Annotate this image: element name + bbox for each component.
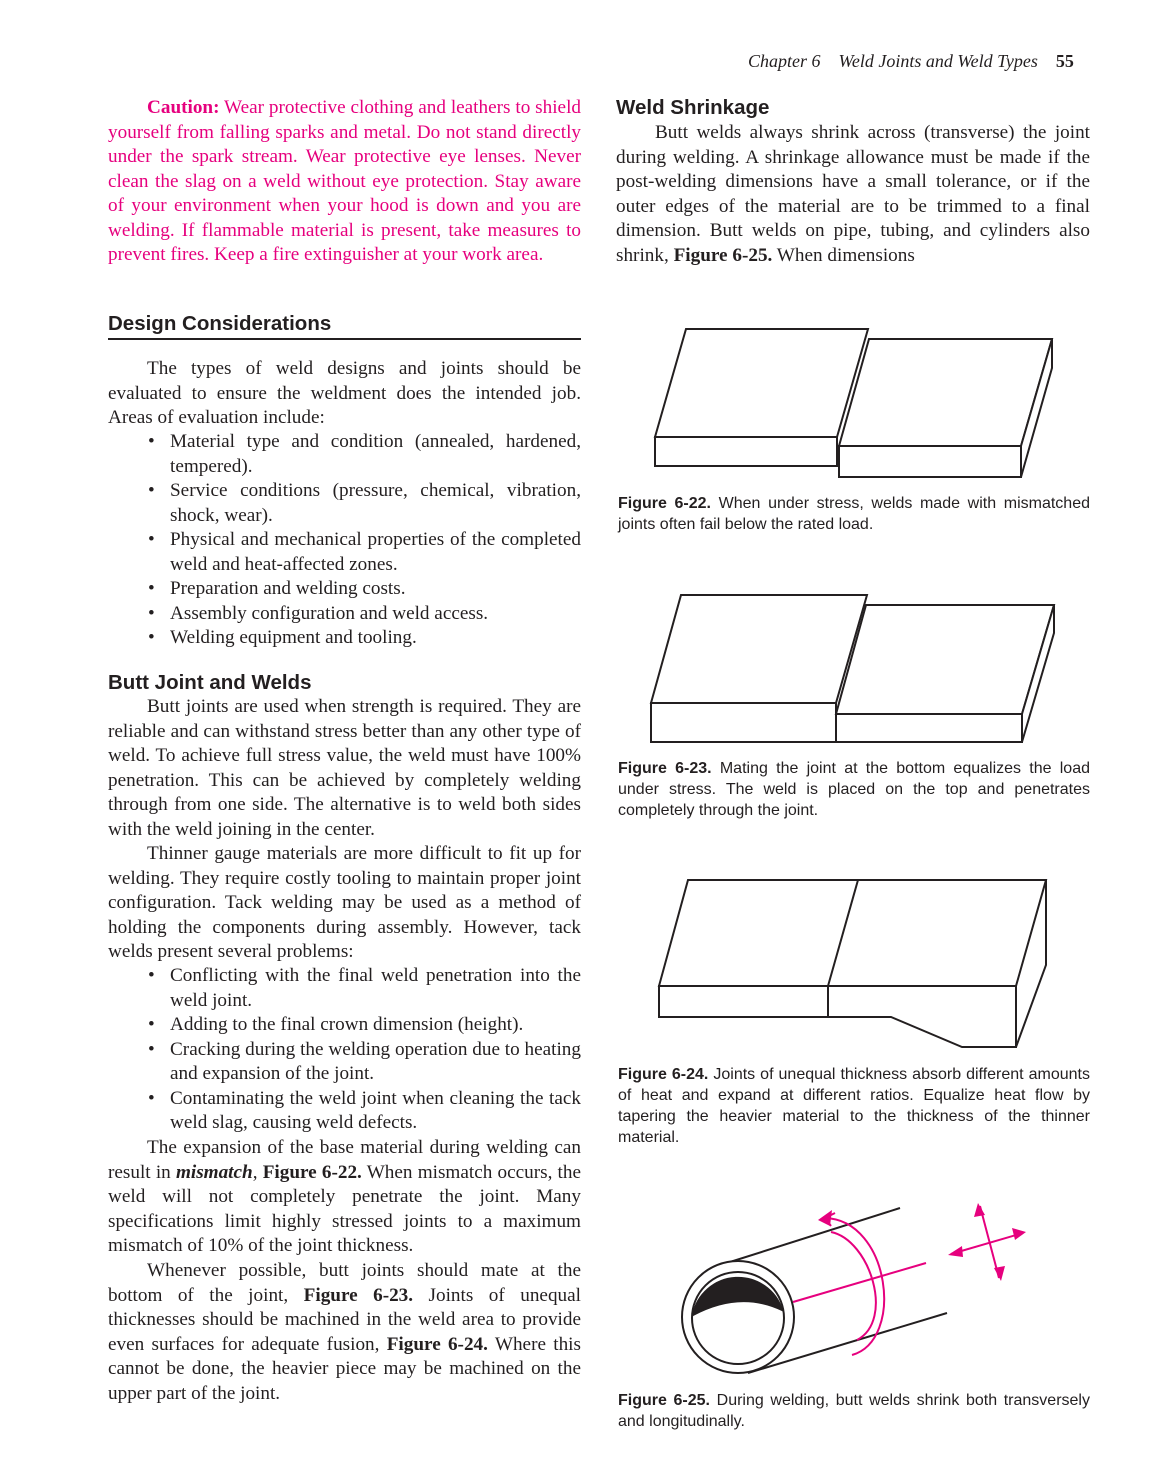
figure-6-22-drawing bbox=[655, 329, 1052, 477]
text: When mismatch occurs, the weld will not completely penetrate the joint. Many specifications limit highly stressed joints to a maximum mismatch of 10% of the joint thickness. bbox=[108, 1161, 581, 1256]
text: The expansion of the base material during welding can result in bbox=[108, 1137, 581, 1183]
emphasis: mismatch bbox=[175, 1161, 253, 1183]
figure-6-23-caption bbox=[618, 758, 1090, 821]
caption-text: When under stress, welds made with mismatched joints often fail below the rated load. bbox=[618, 495, 1090, 533]
figure-reference: Figure 6-22. bbox=[262, 1161, 362, 1183]
figure-label: Figure 6-23. bbox=[618, 760, 712, 777]
figure-label: Figure 6-25. bbox=[618, 1392, 710, 1409]
chapter-label: Chapter 6 bbox=[748, 51, 821, 71]
design-intro: The types of weld designs and joints should be evaluated to ensure the weldment does the intended job. Areas of evaluation include: bbox=[108, 358, 581, 428]
list-item: • Cracking during the welding operation due to heating and expansion of the joint. bbox=[108, 1038, 581, 1087]
text: Whenever possible, butt joints should mate at the bottom of the joint, bbox=[108, 1260, 581, 1306]
list-item: • Adding to the final crown dimension (height). bbox=[108, 1013, 581, 1038]
figure-6-25-caption bbox=[618, 1390, 1090, 1432]
list-item: • Material type and condition (annealed, hardened, tempered). bbox=[108, 430, 581, 479]
text: , bbox=[252, 1161, 263, 1183]
butt-paragraph-2: Thinner gauge materials are more difficult to fit up for welding. They require costly tooling to maintain proper joint configuration. Tack welding may be used as a method of holding the components during assembly. However, tack welds present several problems: bbox=[108, 843, 581, 962]
list-item: • Physical and mechanical properties of the completed weld and heat-affected zones. bbox=[108, 528, 581, 577]
figure-label: Figure 6-22. bbox=[618, 495, 712, 512]
caution-label: Caution: bbox=[147, 97, 220, 118]
list-item: • Conflicting with the final weld penetration into the weld joint. bbox=[108, 964, 581, 1013]
list-item: • Assembly configuration and weld access. bbox=[108, 602, 581, 627]
figure-reference: Figure 6-25. bbox=[673, 244, 773, 266]
figure-6-24-caption bbox=[618, 1064, 1090, 1148]
figure-label: Figure 6-24. bbox=[618, 1066, 709, 1083]
page-number: 55 bbox=[1055, 51, 1074, 71]
text: Where this cannot be done, the heavier piece may be machined on the upper part of the joint. bbox=[108, 1333, 581, 1404]
figure-reference: Figure 6-23. bbox=[303, 1284, 414, 1306]
butt-heading: Butt Joint and Welds bbox=[108, 671, 312, 694]
list-item: • Service conditions (pressure, chemical, vibration, shock, wear). bbox=[108, 479, 581, 528]
figure-6-24-drawing bbox=[659, 880, 1046, 1047]
caption-text: Joints of unequal thickness absorb different amounts of heat and expand at different ratios. Equalize heat flow by tapering the heavier material to the thickness of the thinner material. bbox=[618, 1066, 1090, 1146]
shrinkage-heading: Weld Shrinkage bbox=[616, 96, 770, 119]
list-item: • Welding equipment and tooling. bbox=[108, 626, 581, 651]
text: When dimensions bbox=[772, 244, 915, 266]
butt-paragraph-1: Butt joints are used when strength is required. They are reliable and can withstand stress better than any other type of weld. To achieve full stress value, the weld must have 100% penetration. This can be achieved by completely welding through from one side. The alternative is to weld both sides with the weld joining in the center. bbox=[108, 696, 581, 840]
figure-reference: Figure 6-24. bbox=[386, 1333, 488, 1355]
text: Butt welds always shrink across (transverse) the joint during welding. A shrinkage allowance must be made if the post-welding dimensions have a small tolerance, or if the outer edges of the material are to be trimmed to a final dimension. Butt welds on pipe, tubing, and cylinders also shrink, bbox=[616, 122, 1090, 266]
list-item: • Preparation and welding costs. bbox=[108, 577, 581, 602]
caution-text: Wear protective clothing and leathers to shield yourself from falling sparks and metal. Do not stand directly under the spark stream. Wear protective eye lenses. Never clean the slag on a weld without eye protection. Stay aware of your environment when your hood is down and you are welding. If flammable material is present, take measures to prevent fires. Keep a fire extinguisher at your work area. bbox=[108, 97, 581, 265]
list-item: • Contaminating the weld joint when cleaning the tack weld slag, causing weld defects. bbox=[108, 1087, 581, 1136]
text: Joints of unequal thicknesses should be machined in the weld area to provide even surfaces for adequate fusion, bbox=[108, 1284, 581, 1355]
figure-6-23-drawing bbox=[651, 595, 1054, 742]
design-heading: Design Considerations bbox=[108, 312, 332, 335]
figure-6-25-drawing bbox=[682, 1203, 1026, 1373]
figure-6-22-caption bbox=[618, 493, 1090, 535]
caption-text: Mating the joint at the bottom equalizes the load under stress. The weld is placed on the top and penetrates completely through the joint. bbox=[618, 760, 1090, 819]
chapter-title: Weld Joints and Weld Types bbox=[838, 51, 1038, 71]
caption-text: During welding, butt welds shrink both transversely and longitudinally. bbox=[618, 1392, 1090, 1430]
